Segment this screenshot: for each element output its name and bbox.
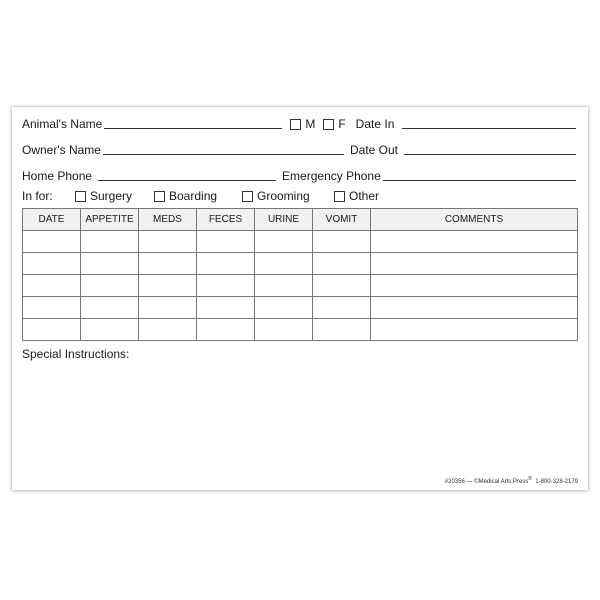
emergency-phone-field[interactable] — [383, 169, 576, 181]
sex-f-checkbox[interactable] — [323, 119, 334, 130]
table-cell[interactable] — [313, 231, 371, 253]
in-for-label: In for: — [22, 189, 53, 203]
daily-log-table — [22, 208, 578, 341]
surgery-checkbox[interactable] — [75, 191, 86, 202]
table-cell[interactable] — [81, 253, 139, 275]
table-cell[interactable] — [197, 297, 255, 319]
col-appetite: APPETITE — [81, 209, 139, 231]
table-row — [23, 297, 578, 319]
boarding-checkbox[interactable] — [154, 191, 165, 202]
option-boarding[interactable] — [154, 189, 217, 203]
table-cell[interactable] — [139, 297, 197, 319]
table-row — [23, 253, 578, 275]
sex-m-label: M — [305, 117, 316, 131]
owner-name-field[interactable] — [103, 143, 344, 155]
option-grooming[interactable] — [242, 189, 310, 203]
animal-name-field[interactable] — [104, 117, 282, 129]
emergency-phone-label: Emergency Phone — [282, 169, 381, 183]
table-cell[interactable] — [313, 319, 371, 341]
table-cell[interactable] — [197, 319, 255, 341]
publisher-phone: 1-800-328-2179 — [535, 479, 578, 485]
table-cell[interactable] — [139, 231, 197, 253]
surgery-label: Surgery — [90, 189, 133, 203]
date-in-field[interactable] — [402, 117, 576, 129]
table-cell[interactable] — [371, 275, 578, 297]
other-checkbox[interactable] — [334, 191, 345, 202]
table-cell[interactable] — [139, 253, 197, 275]
table-row — [23, 319, 578, 341]
table-cell[interactable] — [371, 297, 578, 319]
sex-m-checkbox[interactable] — [290, 119, 301, 130]
table-row — [23, 231, 578, 253]
table-cell[interactable] — [371, 319, 578, 341]
table-cell[interactable] — [197, 275, 255, 297]
table-cell[interactable] — [255, 297, 313, 319]
date-out-label: Date Out — [349, 143, 399, 157]
boarding-label: Boarding — [169, 189, 218, 203]
table-cell[interactable] — [23, 319, 81, 341]
grooming-checkbox[interactable] — [242, 191, 253, 202]
table-cell[interactable] — [81, 319, 139, 341]
col-feces: FECES — [197, 209, 255, 231]
table-cell[interactable] — [23, 297, 81, 319]
table-cell[interactable] — [255, 231, 313, 253]
col-urine: URINE — [255, 209, 313, 231]
animal-name-label: Animal's Name — [22, 117, 103, 131]
col-vomit: VOMIT — [313, 209, 371, 231]
table-cell[interactable] — [371, 253, 578, 275]
grooming-label: Grooming — [257, 189, 310, 203]
patient-record-card — [12, 107, 588, 490]
table-cell[interactable] — [197, 253, 255, 275]
table-cell[interactable] — [139, 319, 197, 341]
table-cell[interactable] — [255, 253, 313, 275]
other-label: Other — [349, 189, 380, 203]
col-meds: MEDS — [139, 209, 197, 231]
form-footer — [445, 476, 578, 485]
col-comments: COMMENTS — [371, 209, 578, 231]
home-phone-field[interactable] — [98, 169, 276, 181]
table-row — [23, 275, 578, 297]
option-surgery[interactable] — [75, 189, 132, 203]
table-cell[interactable] — [23, 231, 81, 253]
table-cell[interactable] — [81, 297, 139, 319]
col-date: DATE — [23, 209, 81, 231]
table-cell[interactable] — [313, 275, 371, 297]
date-out-field[interactable] — [404, 143, 576, 155]
sex-f-label: F — [338, 117, 346, 131]
table-cell[interactable] — [23, 253, 81, 275]
table-cell[interactable] — [371, 231, 578, 253]
table-cell[interactable] — [81, 231, 139, 253]
table-cell[interactable] — [313, 297, 371, 319]
table-cell[interactable] — [81, 275, 139, 297]
owner-info-row — [22, 143, 576, 157]
table-cell[interactable] — [23, 275, 81, 297]
phone-row — [22, 169, 576, 183]
option-other[interactable] — [334, 189, 379, 203]
in-for-row — [22, 189, 576, 203]
owner-name-label: Owner's Name — [22, 143, 101, 157]
special-instructions-label: Special Instructions: — [22, 347, 130, 361]
table-cell[interactable] — [255, 319, 313, 341]
registered-mark: ® — [528, 476, 532, 482]
animal-info-row — [22, 117, 576, 131]
table-header-row — [23, 209, 578, 231]
table-cell[interactable] — [139, 275, 197, 297]
form-number: #20356 — ©Medical Arts Press — [444, 479, 529, 485]
table-cell[interactable] — [255, 275, 313, 297]
home-phone-label: Home Phone — [22, 169, 93, 183]
date-in-label: Date In — [355, 117, 395, 131]
table-cell[interactable] — [197, 231, 255, 253]
table-cell[interactable] — [313, 253, 371, 275]
